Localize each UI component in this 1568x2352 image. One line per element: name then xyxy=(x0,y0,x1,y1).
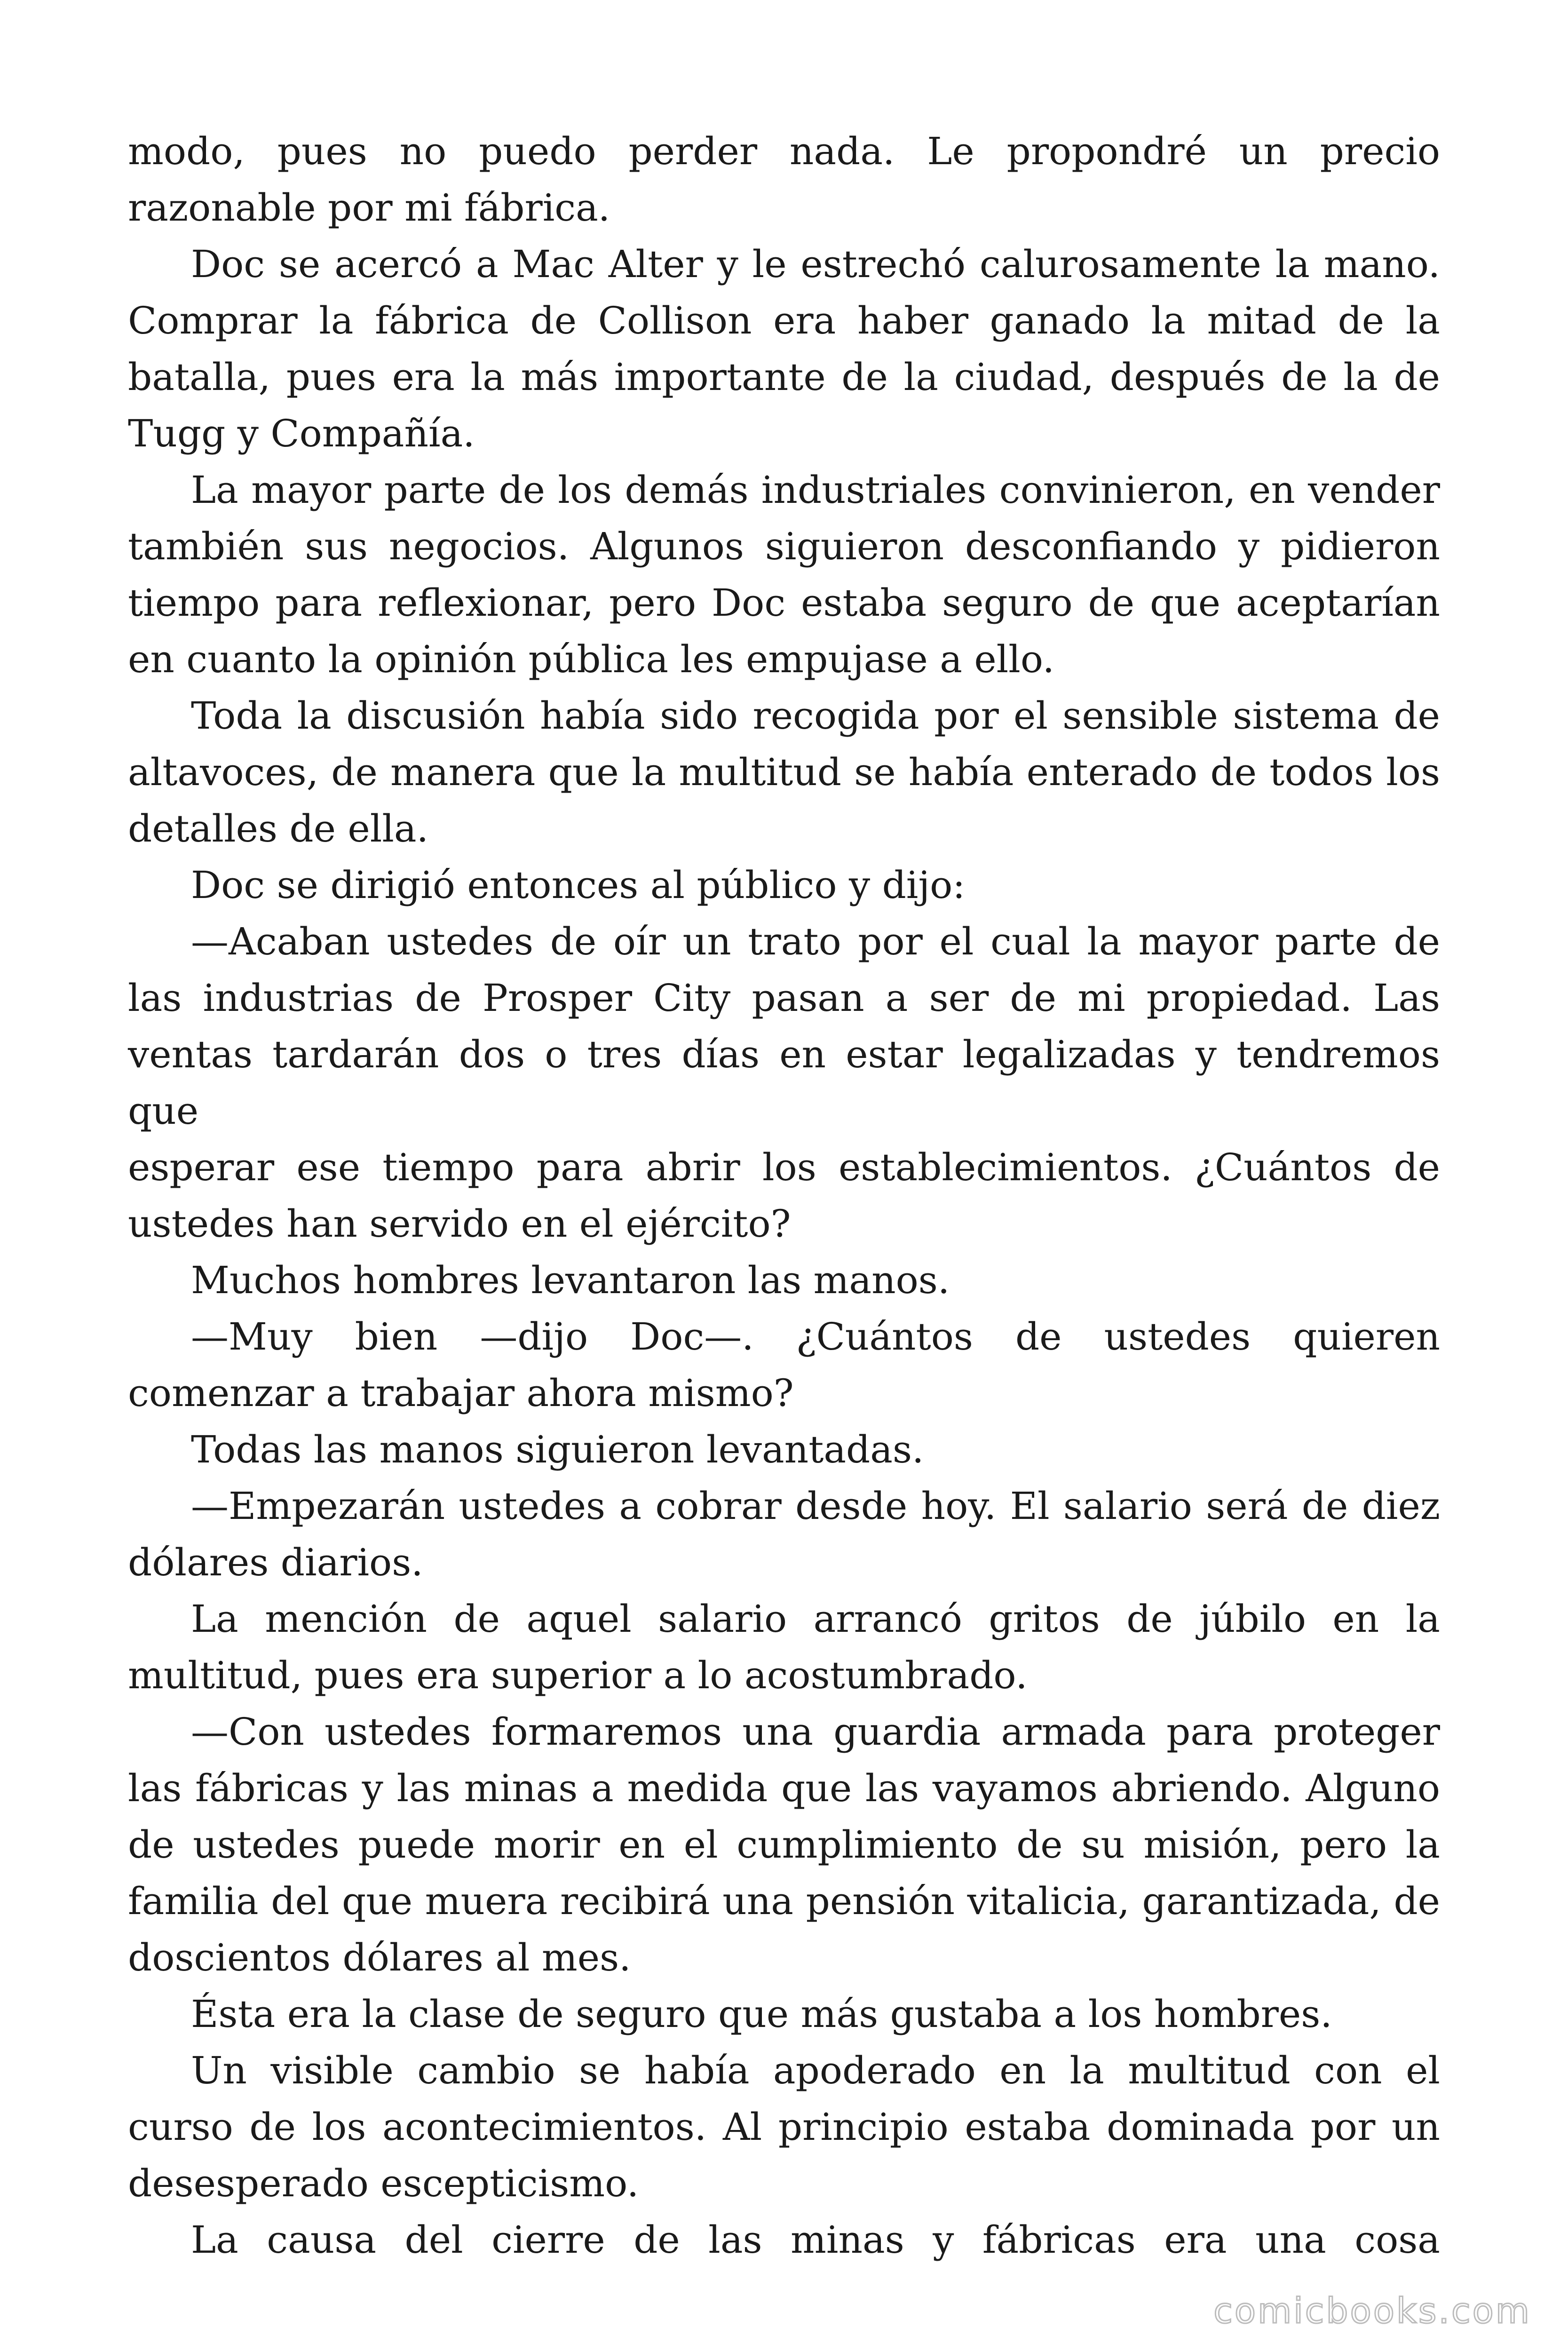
text-line: Comprar la fábrica de Collison era haber ganado la mitad de la xyxy=(128,299,1440,342)
text-line: —Acaban ustedes de oír un trato por el cual la mayor parte de xyxy=(191,920,1440,963)
text-line: en cuanto la opinión pública les empujase a ello. xyxy=(128,637,1055,681)
text-line: multitud, pues era superior a lo acostumbrado. xyxy=(128,1653,1028,1697)
text-line: Ésta era la clase de seguro que más gustaba a los hombres. xyxy=(191,1992,1332,2036)
text-line: comenzar a trabajar ahora mismo? xyxy=(128,1371,794,1415)
text-line: desesperado escepticismo. xyxy=(128,2161,639,2205)
text-line: doscientos dólares al mes. xyxy=(128,1936,631,1979)
text-line: las fábricas y las minas a medida que las vayamos abriendo. Alguno xyxy=(128,1766,1440,1810)
paragraph xyxy=(128,1478,1440,1591)
text-line: Todas las manos siguieron levantadas. xyxy=(191,1428,924,1471)
text-line: detalles de ella. xyxy=(128,807,429,850)
text-line: razonable por mi fábrica. xyxy=(128,186,610,230)
page-body xyxy=(128,123,1440,2268)
text-line: modo, pues no puedo perder nada. Le propondré un precio xyxy=(128,129,1440,173)
paragraph xyxy=(128,1704,1440,1986)
text-line: Un visible cambio se había apoderado en la multitud con el xyxy=(191,2049,1440,2092)
text-line: curso de los acontecimientos. Al principio estaba dominada por un xyxy=(128,2105,1440,2149)
paragraph xyxy=(128,1422,1440,1478)
watermark: comicbooks.com xyxy=(1213,2291,1531,2331)
text-line: batalla, pues era la más importante de la ciudad, después de la de xyxy=(128,355,1440,399)
text-line: Tugg y Compañía. xyxy=(128,412,475,455)
paragraph xyxy=(128,857,1440,914)
paragraph xyxy=(128,1309,1440,1422)
text-line: también sus negocios. Algunos siguieron desconfiando y pidieron xyxy=(128,524,1440,568)
text-line: Toda la discusión había sido recogida por el sensible sistema de xyxy=(191,694,1440,738)
paragraph xyxy=(128,2212,1440,2268)
text-line: —Con ustedes formaremos una guardia armada para proteger xyxy=(191,1710,1440,1754)
text-line: —Muy bien —dijo Doc—. ¿Cuántos de ustedes quieren xyxy=(191,1315,1440,1359)
text-line: esperar ese tiempo para abrir los establecimientos. ¿Cuántos de xyxy=(128,1145,1440,1189)
paragraph xyxy=(128,688,1440,857)
paragraph xyxy=(128,123,1440,236)
paragraph xyxy=(128,1252,1440,1309)
text-line: de ustedes puede morir en el cumplimiento de su misión, pero la xyxy=(128,1823,1440,1867)
text-line: La mención de aquel salario arrancó gritos de júbilo en la xyxy=(191,1597,1440,1641)
text-line: dólares diarios. xyxy=(128,1541,423,1584)
text-line: Muchos hombres levantaron las manos. xyxy=(191,1258,950,1302)
text-line: ustedes han servido en el ejército? xyxy=(128,1202,791,1246)
paragraph xyxy=(128,462,1440,688)
text-line: familia del que muera recibirá una pensión vitalicia, garantizada, de xyxy=(128,1879,1440,1923)
paragraph xyxy=(128,1986,1440,2042)
paragraph xyxy=(128,1591,1440,1704)
text-line: La causa del cierre de las minas y fábricas era una cosa xyxy=(191,2218,1440,2262)
text-line: tiempo para reflexionar, pero Doc estaba seguro de que aceptarían xyxy=(128,581,1440,625)
paragraph xyxy=(128,2042,1440,2212)
text-line: altavoces, de manera que la multitud se había enterado de todos los xyxy=(128,750,1440,794)
text-line: La mayor parte de los demás industriales convinieron, en vender xyxy=(191,468,1440,512)
paragraph xyxy=(128,236,1440,462)
text-line: ventas tardarán dos o tres días en estar legalizadas y tendremos que xyxy=(128,1033,1440,1133)
text-line: Doc se acercó a Mac Alter y le estrechó calurosamente la mano. xyxy=(191,242,1440,286)
text-line: —Empezarán ustedes a cobrar desde hoy. El salario será de diez xyxy=(191,1484,1440,1528)
text-line: las industrias de Prosper City pasan a ser de mi propiedad. Las xyxy=(128,976,1440,1020)
text-line: Doc se dirigió entonces al público y dijo: xyxy=(191,863,966,907)
paragraph xyxy=(128,914,1440,1252)
